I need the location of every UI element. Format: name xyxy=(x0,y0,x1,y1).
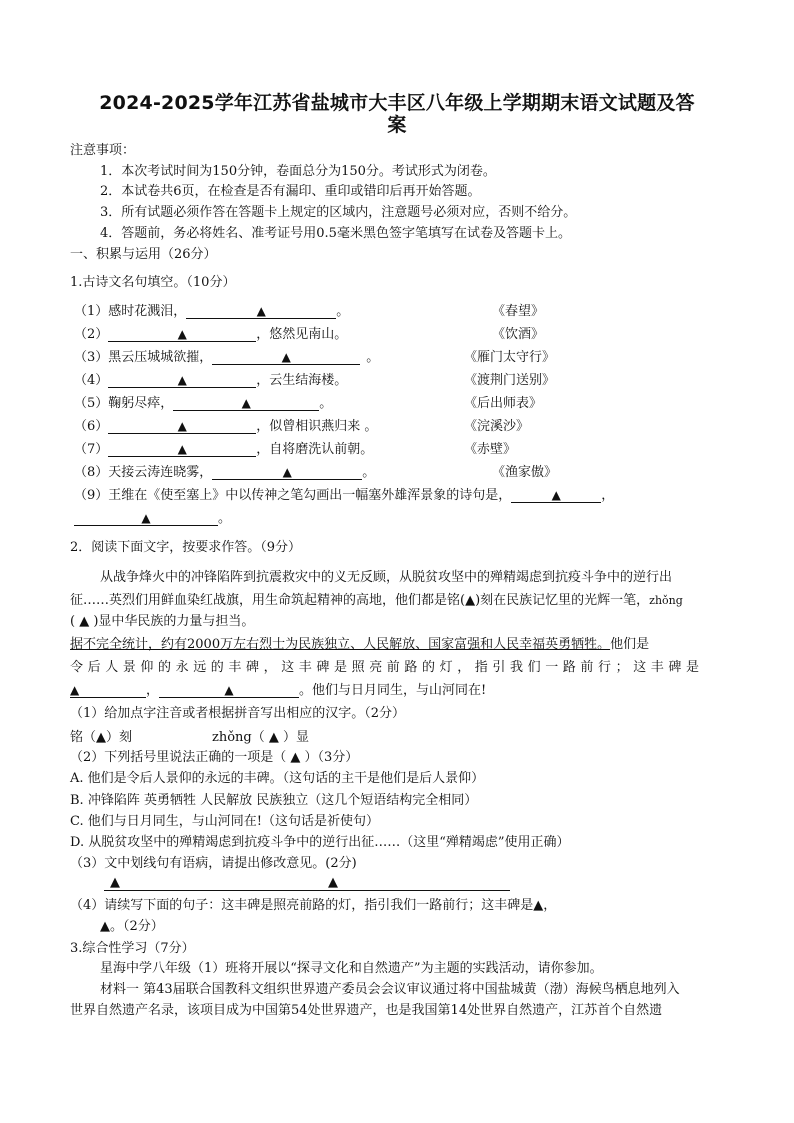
row-text: 。 xyxy=(362,465,376,480)
q1-row-3 xyxy=(74,350,379,366)
q2-p1-line3: ( ▲ )显中华民族的力量与担当。 xyxy=(70,614,255,629)
q2-sub2: （2）下列括号里说法正确的一项是（ ▲ ）（3分） xyxy=(70,750,359,765)
q2-sub3: （3）文中划线句有语病，请提出修改意见。(2分) xyxy=(70,856,357,871)
blank-marker: ▲ xyxy=(328,875,338,890)
answer-blank[interactable]: ▲ xyxy=(511,488,601,503)
q1-src-4: 《渡荆门送别》 xyxy=(464,373,556,388)
passage-text: 他们是 xyxy=(610,637,650,652)
q1-row-4 xyxy=(74,373,347,389)
row-text: 黑云压城城欲摧， xyxy=(108,350,213,365)
answer-blank[interactable]: ▲ xyxy=(186,304,336,319)
blank-marker: ▲ xyxy=(110,875,120,890)
q2-p2-line2: 令后人景仰的永远的丰碑，这丰碑是照亮前路的灯，指引我们一路前行；这丰碑是 xyxy=(70,660,704,675)
title-line-1: 2024-2025学年江苏省盐城市大丰区八年级上学期期末语文试题及答 xyxy=(99,92,695,114)
q1-row-9-cont xyxy=(74,511,231,527)
note-item-3: 3．所有试题必须作答在答题卡上规定的区域内，注意题号必须对应，否则不给分。 xyxy=(100,205,577,220)
row-text: 。 xyxy=(319,396,333,411)
q1-src-7: 《赤壁》 xyxy=(464,442,517,457)
q2-sub1-b: zhǒng（ ▲ ）显 xyxy=(212,730,310,745)
answer-blank[interactable]: ▲ xyxy=(108,327,256,342)
q1-row-1 xyxy=(74,304,349,320)
q2-option-b: B. 冲锋陷阵 英勇牺牲 人民解放 民族独立（这几个短语结构完全相同） xyxy=(70,793,478,808)
row-num: （1） xyxy=(74,304,109,319)
q1-src-5: 《后出师表》 xyxy=(464,396,543,411)
answer-blank[interactable]: ▲ xyxy=(108,442,256,457)
q3-heading: 3.综合性学习（7分） xyxy=(70,941,195,956)
q1-src-3: 《雁门太守行》 xyxy=(464,350,556,365)
row-text: 。 xyxy=(218,511,232,526)
q2-heading: 2．阅读下面文字，按要求作答。（9分） xyxy=(70,540,302,555)
row-text: 感时花溅泪， xyxy=(108,304,187,319)
notes-heading: 注意事项： xyxy=(70,143,136,158)
section-heading: 一、积累与运用（26分） xyxy=(70,247,217,262)
note-item-1: 1．本次考试时间为150分钟，卷面总分为150分。考试形式为闭卷。 xyxy=(100,164,496,179)
row-num: （5） xyxy=(74,396,109,411)
row-num: （4） xyxy=(74,373,109,388)
row-text: ，云生结海楼。 xyxy=(256,373,348,388)
q1-row-9 xyxy=(74,488,614,504)
answer-blank[interactable]: ▲ xyxy=(212,465,362,480)
answer-line[interactable] xyxy=(104,875,510,891)
q1-src-1: 《春望》 xyxy=(492,304,545,319)
q3-material-1-line1: 材料一 第43届联合国教科文组织世界遗产委员会会议审议通过将中国盐城黄（渤）海候鸟栖息地列入 xyxy=(100,982,680,997)
answer-blank[interactable]: ▲ xyxy=(173,396,319,411)
answer-blank[interactable]: ▲ xyxy=(70,683,146,698)
passage-text: 征……英烈们用鲜血染红战旗，用生命筑起精神的高地，他们都是铭(▲)刻在民族记忆里的光辉一笔， xyxy=(70,593,650,608)
q3-material-1-line2: 世界自然遗产名录，该项目成为中国第54处世界遗产，也是我国第14处世界自然遗产，江苏首个自然遗 xyxy=(70,1003,663,1018)
q2-p1-line1: 从战争烽火中的冲锋陷阵到抗震救灾中的义无反顾，从脱贫攻坚中的殚精竭虑到抗疫斗争中的逆行出 xyxy=(100,570,673,585)
q2-option-c: C. 他们与日月同生，与山河同在!（这句话是祈使句） xyxy=(70,814,379,829)
q2-option-a: A. 他们是令后人景仰的永远的丰碑。（这句话的主干是他们是后人景仰） xyxy=(70,771,485,786)
note-item-4: 4．答题前，务必将姓名、准考证号用0.5毫米黑色签字笔填写在试卷及答题卡上。 xyxy=(100,226,571,241)
q2-p2-line1 xyxy=(70,637,649,653)
q3-intro: 星海中学八年级（1）班将开展以“探寻文化和自然遗产”为主题的实践活动，请你参加。 xyxy=(100,961,603,976)
q1-src-8: 《渔家傲》 xyxy=(492,465,558,480)
row-num: （7） xyxy=(74,442,109,457)
q2-sub1: （1）给加点字注音或者根据拼音写出相应的汉字。（2分） xyxy=(70,706,406,721)
row-num: （3） xyxy=(74,350,109,365)
q1-row-5 xyxy=(74,396,332,412)
q2-sub1-a: 铭（▲）刻 xyxy=(70,730,132,745)
q2-p1-line2 xyxy=(70,593,683,609)
q1-row-2 xyxy=(74,327,347,343)
row-num: （6） xyxy=(74,419,109,434)
answer-blank[interactable]: ▲ xyxy=(108,373,256,388)
q2-option-d: D. 从脱贫攻坚中的殚精竭虑到抗疫斗争中的逆行出征……（这里“殚精竭虑”使用正确） xyxy=(70,835,570,850)
row-text: 天接云涛连晓雾， xyxy=(108,465,213,480)
row-text: （9）王维在《使至塞上》中以传神之笔勾画出一幅塞外雄浑景象的诗句是， xyxy=(74,488,512,503)
q2-p2-line3: ▲ ， ▲ 。他们与日月同生，与山河同在! xyxy=(70,683,487,698)
answer-blank[interactable]: ▲ xyxy=(212,350,360,365)
q1-row-8 xyxy=(74,465,375,481)
row-text: ， xyxy=(601,488,615,503)
row-text: 鞠躬尽瘁， xyxy=(108,396,174,411)
q2-sub4: （4）请续写下面的句子：这丰碑是照亮前路的灯，指引我们一路前行；这丰碑是▲， xyxy=(70,898,557,913)
exam-title xyxy=(70,92,724,136)
row-text: 。 xyxy=(366,350,380,365)
row-num: （8） xyxy=(74,465,109,480)
row-num: （2） xyxy=(74,327,109,342)
q1-row-6 xyxy=(74,419,377,435)
passage-text: 。他们与日月同生，与山河同在! xyxy=(299,683,487,698)
answer-blank[interactable]: ▲ xyxy=(159,683,299,698)
underlined-sentence: 据不完全统计，约有2000万左右烈士为民族独立、人民解放、国家富强和人民幸福英勇牺牲。 xyxy=(70,637,611,652)
row-text: ，悠然见南山。 xyxy=(256,327,348,342)
answer-blank[interactable]: ▲ xyxy=(108,419,256,434)
row-text: ，自将磨洗认前朝。 xyxy=(256,442,374,457)
q1-src-6: 《浣溪沙》 xyxy=(464,419,530,434)
q2-sub4-end: ▲。（2分） xyxy=(100,919,164,934)
pinyin-text: zhǒng xyxy=(649,594,683,607)
q1-heading: 1.古诗文名句填空。（10分） xyxy=(70,275,236,290)
answer-blank[interactable]: ▲ xyxy=(74,511,218,526)
q1-src-2: 《饮酒》 xyxy=(492,327,545,342)
row-text: 。 xyxy=(336,304,350,319)
row-text: ，似曾相识燕归来 。 xyxy=(256,419,378,434)
title-line-2: 案 xyxy=(387,114,407,136)
note-item-2: 2．本试卷共6页，在检查是否有漏印、重印或错印后再开始答题。 xyxy=(100,184,481,199)
q1-row-7 xyxy=(74,442,373,458)
